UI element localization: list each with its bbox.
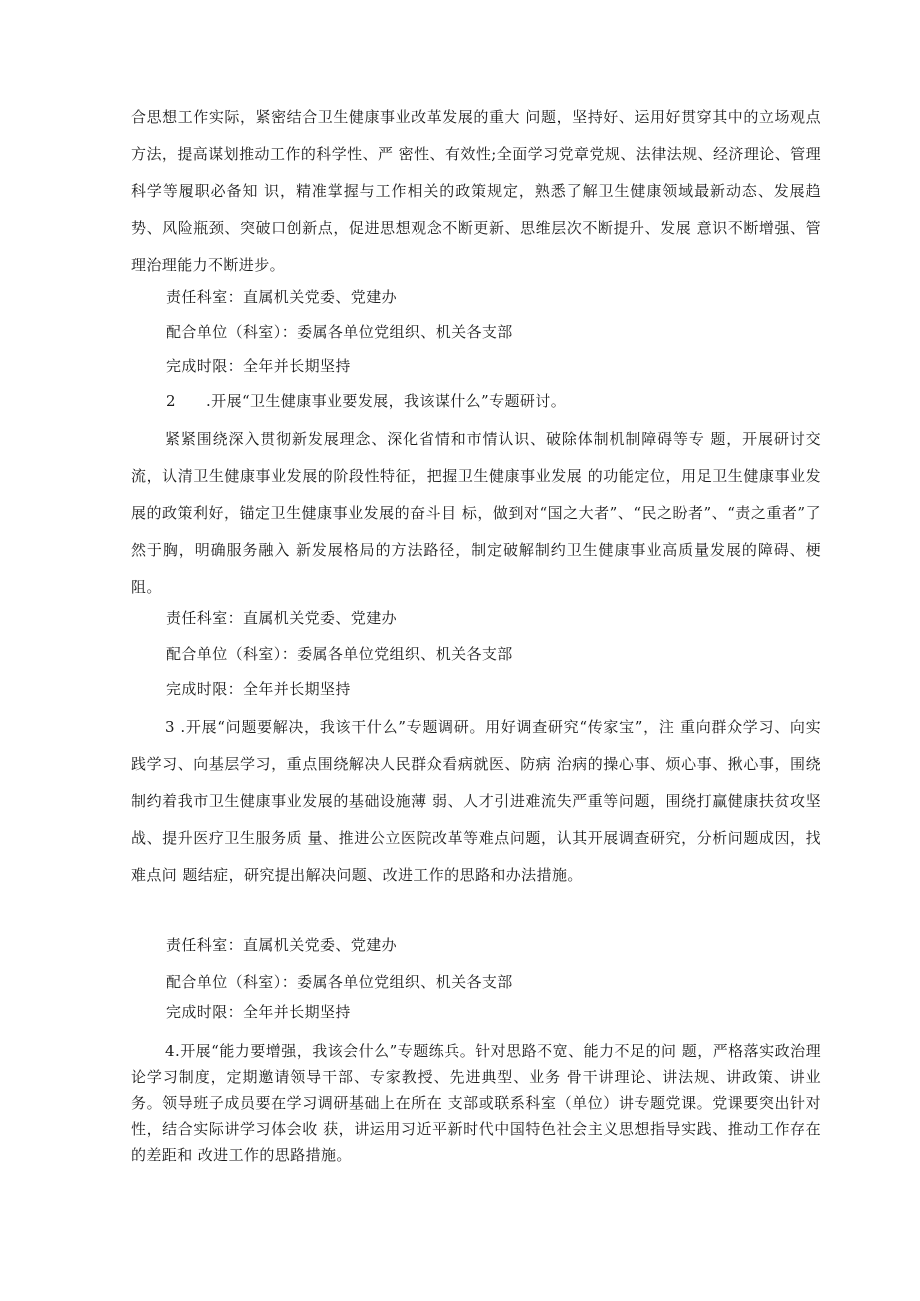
block1-responsible: 责任科室：直属机关党委、党建办 — [166, 288, 398, 306]
item4-body: 4.开展“能力要增强，我该会什么”专题练兵。针对思路不宽、能力不足的问 题，严格落实政治理论学习制度，定期邀请领导干部、专家教授、先进典型、业务 骨干讲理论、讲法规、讲政策、讲业务。领导班子成员要在学习调研基础上在所在 支部或联系科室（单位）讲专题党课。党课要突出针对性，结合实际讲学习体会收 获，讲运用习近平新时代中国特色社会主义思想指导实践、推动工作存在的差距和 改进工作的思路措施。 — [131, 1042, 821, 1164]
item3-cooperate: 配合单位（科室）：委属各单位党组织、机关各支部 — [166, 973, 513, 991]
intro-paragraph: 合思想工作实际，紧密结合卫生健康事业改革发展的重大 问题，坚持好、运用好贯穿其中的立场观点方法，提高谋划推动工作的科学性、严 密性、有效性;全面学习党章党规、法律法规、经济理论、管理科学等履职必备知 识，精准掌握与工作相关的政策规定，熟悉了解卫生健康领域最新动态、发展趋 势、风险瓶颈、突破口创新点，促进思想观念不断更新、思维层次不断提升、发展 意识不断增强、管理治理能力不断进步。 — [131, 108, 821, 274]
item3-responsible: 责任科室：直属机关党委、党建办 — [166, 936, 398, 954]
block1-cooperate: 配合单位（科室）：委属各单位党组织、机关各支部 — [166, 323, 513, 341]
item3-deadline: 完成时限：全年并长期坚持 — [166, 1003, 351, 1021]
item2-deadline: 完成时限：全年并长期坚持 — [166, 680, 351, 698]
block1-deadline: 完成时限：全年并长期坚持 — [166, 357, 351, 375]
item2-heading — [166, 391, 566, 411]
item2-cooperate: 配合单位（科室）：委属各单位党组织、机关各支部 — [166, 645, 513, 663]
item2-title: .开展“卫生健康事业要发展，我该谋什么”专题研讨。 — [206, 392, 567, 410]
item2-number: 2 — [166, 392, 176, 410]
item2-responsible: 责任科室：直属机关党委、党建办 — [166, 609, 398, 627]
item2-body: 紧紧围绕深入贯彻新发展理念、深化省情和市情认识、破除体制机制障碍等专 题，开展研讨交流，认清卫生健康事业发展的阶段性特征，把握卫生健康事业发展 的功能定位，用足卫生健康事业发展的政策利好，锚定卫生健康事业发展的奋斗目 标，做到对“国之大者”、“民之盼者”、“责之重者”了然于胸，明确服务融入 新发展格局的方法路径，制定破解制约卫生健康事业高质量发展的障碍、梗阻。 — [131, 430, 821, 596]
item3-body: 3 .开展“问题要解决，我该干什么”专题调研。用好调查研究“传家宝”，注 重向群众学习、向实践学习、向基层学习，重点围绕解决人民群众看病就医、防病 治病的操心事、烦心事、揪心事，围绕制约着我市卫生健康事业发展的基础设施薄 弱、人才引进难流失严重等问题，围绕打赢健康扶贫攻坚战、提升医疗卫生服务质 量、推进公立医院改革等难点问题，认其开展调查研究，分析问题成因，找难点问 题结症，研究提出解决问题、改进工作的思路和办法措施。 — [131, 718, 821, 884]
